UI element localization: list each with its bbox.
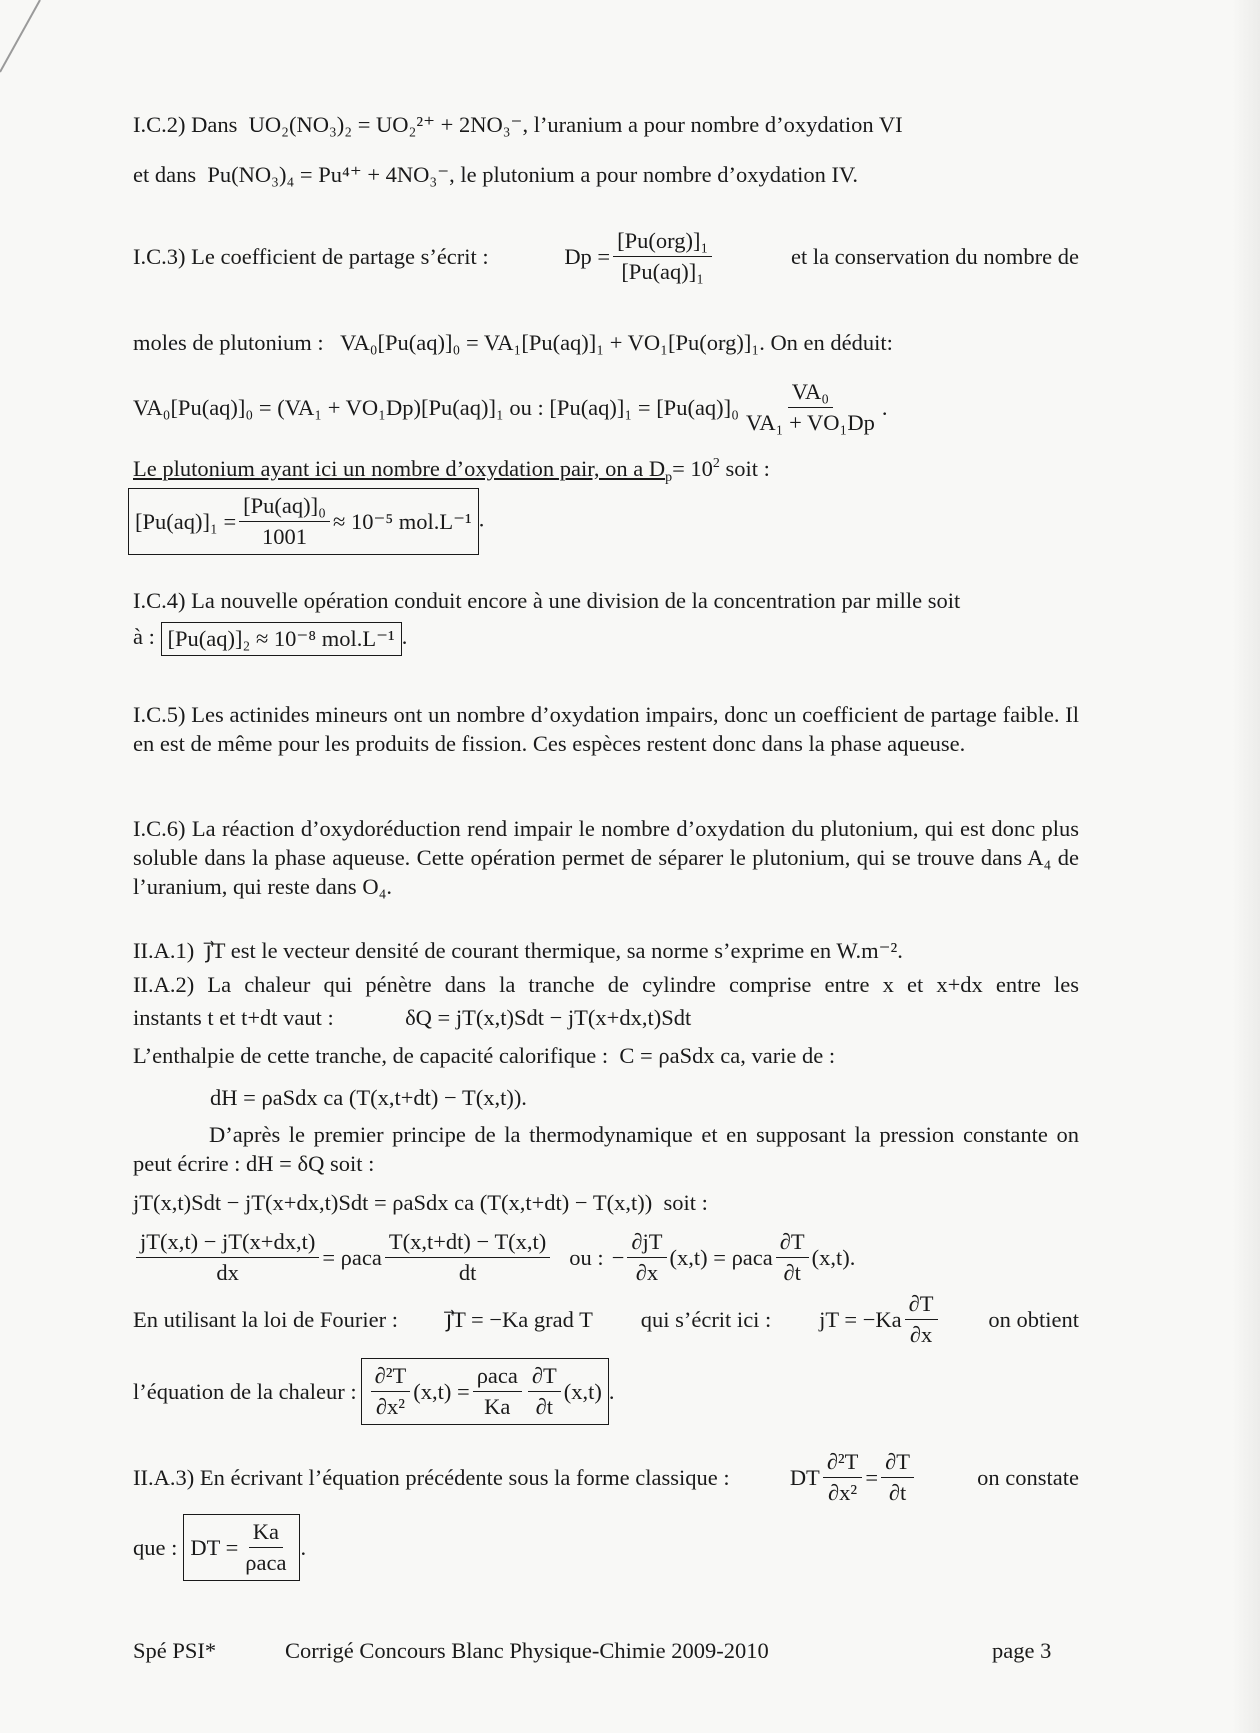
page-edge-shadow: [1232, 0, 1260, 1733]
iia2-heat-equation: δQ = jT(x,t)Sdt − jT(x+dx,t)Sdt: [405, 1005, 692, 1030]
iia3-line1: II.A.3) En écrivant l’équation précédente sous la forme classique : DT $\frac{\text{∂²T}}{\text{∂x²}}$ = $\frac{\partial T}{\partial t}$ on constate: [133, 1449, 1079, 1505]
footer-class-label: Spé PSI*: [133, 1638, 217, 1663]
iia2-line5: D’après le premier principe de la thermodynamique et en supposant la pression constante on peut écrire : dH = δQ soit :: [133, 1122, 1079, 1176]
ic4-result-box: [Pu(aq)]₂ ≈ 10⁻⁸ mol.L⁻¹: [161, 622, 402, 656]
ic3-line1: I.C.3) Le coefficient de partage s’écrit : Dp = $\frac{\text{[Pu(org)]₁}}{\text{[Pu(aq)]₁}}$ et la conservation du nombre de: [133, 228, 1079, 284]
ic6-paragraph: I.C.6) La réaction d’oxydoréduction rend impair le nombre d’oxydation du plutonium, qui est donc plus soluble dans la phase aqueuse. Cette opération permet de séparer le plutonium, qui se trouve dans A₄ de l’uranium, qui reste dans O₄.: [133, 816, 1079, 899]
iia2-line6: jT(x,t)Sdt − jT(x+dx,t)Sdt = ρaSdx ca (T(x,t+dt) − T(x,t)) soit :: [133, 1190, 708, 1215]
ic2-equation-pu: Pu(NO₃)₄ = Pu⁴⁺ + 4NO₃⁻: [207, 162, 450, 187]
iia2-line8: En utilisant la loi de Fourier : j⃗T = −Ka grad T qui s’écrit ici : jT = −Ka $\frac{\partial T}{\partial x}$ on obtient: [133, 1291, 1079, 1347]
fourier-gradient-fraction: $\frac{\partial T}{\partial x}$: [905, 1290, 938, 1349]
vector-jt: j⃗T: [205, 938, 226, 963]
ic3-result-box: [Pu(aq)]₁ = $\frac{\text{[Pu(aq)]₀}}{1001}$ ≈ 10⁻⁵ mol.L⁻¹: [128, 488, 479, 555]
heat-eq-d2t-fraction: $\frac{\text{∂²T}}{\text{∂x²}}$: [371, 1362, 411, 1421]
iia2-line4: [210, 1085, 527, 1111]
iia2-line7: $\frac{jT(x,t) - jT(x+dx,t)}{dx}$ = ρaca $\frac{T(x,t+dt) - T(x,t)}{dt}$ ou : − $\frac{\partial jT}{\partial x}$ (x,t) = ρaca $\frac{\partial T}{\partial t}$ (x,t).: [133, 1228, 855, 1287]
heat-eq-coef-fraction: $\frac{\text{ρaca}}{Ka}$: [473, 1362, 522, 1421]
iia2-temperature-fraction: $\frac{T(x,t+dt) - T(x,t)}{dt}$: [385, 1228, 550, 1287]
ic4-line1: I.C.4) La nouvelle opération conduit encore à une division de la concentration par mille soit: [133, 588, 961, 613]
iia2-line9: l’équation de la chaleur : $\frac{\text{∂²T}}{\text{∂x²}}$ (x,t) = $\frac{\text{ρaca}}{Ka}$ $\frac{\partial T}{\partial t}$ (x,t) .: [133, 1358, 615, 1425]
iia2-enthalpy-equation: dH = ρaSdx ca (T(x,t+dt) − T(x,t)).: [210, 1085, 527, 1110]
diffusivity-fraction: $\frac{Ka}{\text{ρaca}}$: [245, 1519, 287, 1575]
ic3-result-fraction: $\frac{\text{[Pu(aq)]₀}}{1001}$: [239, 492, 330, 551]
iia2-line3: L’enthalpie de cette tranche, de capacité calorifique : C = ρaSdx ca, varie de :: [133, 1043, 836, 1068]
ic3-line2: moles de plutonium : VA₀[Pu(aq)]₀ = VA₁[Pu(aq)]₁ + VO₁[Pu(org)]₁. On en déduit:: [133, 330, 893, 355]
ic2-line2: et dans Pu(NO₃)₄ = Pu⁴⁺ + 4NO₃⁻, le plutonium a pour nombre d’oxydation IV.: [133, 162, 859, 187]
ic4-line2: à : [Pu(aq)]₂ ≈ 10⁻⁸ mol.L⁻¹ .: [133, 622, 407, 656]
iia2-partial-jt-fraction: $\frac{\partial jT}{\partial x}$: [627, 1228, 666, 1287]
iia3-line2: que : DT = $\frac{Ka}{\text{ρaca}}$ .: [133, 1514, 306, 1581]
ic3-conservation-equation: VA₀[Pu(aq)]₀ = VA₁[Pu(aq)]₁ + VO₁[Pu(org)]₁: [340, 330, 760, 355]
iia1-line: II.A.1) j⃗T est le vecteur densité de courant thermique, sa norme s’exprime en W.m⁻².: [133, 938, 903, 963]
fourier-law: j⃗T = −Ka grad T: [445, 1306, 593, 1332]
partition-coefficient-fraction: $\frac{\text{[Pu(org)]₁}}{\text{[Pu(aq)]₁}}$: [613, 227, 712, 286]
ic3-line4: Le plutonium ayant ici un nombre d’oxydation pair, on a $D_p= 10^2$ soit :: [133, 455, 770, 485]
scan-corner-mark: [0, 0, 90, 100]
ic3-line3: VA₀[Pu(aq)]₀ = (VA₁ + VO₁Dp)[Pu(aq)]₁ ou : [Pu(aq)]₁ = [Pu(aq)]₀ $\frac{\text{VA₀}}{\text{VA₁ + VO₁Dp}}$ .: [133, 379, 888, 435]
ic3-deduce-fraction: $\frac{\text{VA₀}}{\text{VA₁ + VO₁Dp}}$: [746, 379, 875, 435]
ic2-equation-uo2: UO₂(NO₃)₂ = UO₂²⁺ + 2NO₃⁻: [248, 112, 523, 137]
iia2-line2: instants t et t+dt vaut : δQ = jT(x,t)Sdt − jT(x+dx,t)Sdt: [133, 1005, 692, 1030]
iia3-d2t-fraction: $\frac{\text{∂²T}}{\text{∂x²}}$: [823, 1448, 863, 1507]
heat-equation-box: $\frac{\text{∂²T}}{\text{∂x²}}$ (x,t) = $\frac{\text{ρaca}}{Ka}$ $\frac{\partial T}{\partial t}$ (x,t): [361, 1358, 609, 1425]
footer-document-title: Corrigé Concours Blanc Physique-Chimie 2009-2010: [285, 1638, 769, 1663]
ic5-paragraph: I.C.5) Les actinides mineurs ont un nombre d’oxydation impairs, donc un coefficient de partage faible. Il en est de même pour les produits de fission. Ces espèces restent donc dans la phase aqueuse.: [133, 702, 1079, 756]
footer-page-number: page 3: [992, 1638, 1052, 1663]
ic3-result-row: [Pu(aq)]₁ = $\frac{\text{[Pu(aq)]₀}}{1001}$ ≈ 10⁻⁵ mol.L⁻¹ .: [128, 488, 484, 555]
iia3-dt-fraction: $\frac{\partial T}{\partial t}$: [881, 1448, 914, 1507]
heat-eq-dt-fraction: $\frac{\partial T}{\partial t}$: [528, 1362, 561, 1421]
diffusivity-box: DT = $\frac{Ka}{\text{ρaca}}$: [183, 1514, 300, 1581]
iia2-line1: II.A.2) La chaleur qui pénètre dans la tranche de cylindre comprise entre x et x+dx entre les: [133, 972, 1079, 997]
ic2-line1: I.C.2) Dans UO₂(NO₃)₂ = UO₂²⁺ + 2NO₃⁻, l’uranium a pour nombre d’oxydation VI: [133, 112, 903, 137]
iia2-partial-t-fraction: $\frac{\partial T}{\partial t}$: [776, 1228, 809, 1287]
iia2-flux-fraction: $\frac{jT(x,t) - jT(x+dx,t)}{dx}$: [136, 1228, 319, 1287]
